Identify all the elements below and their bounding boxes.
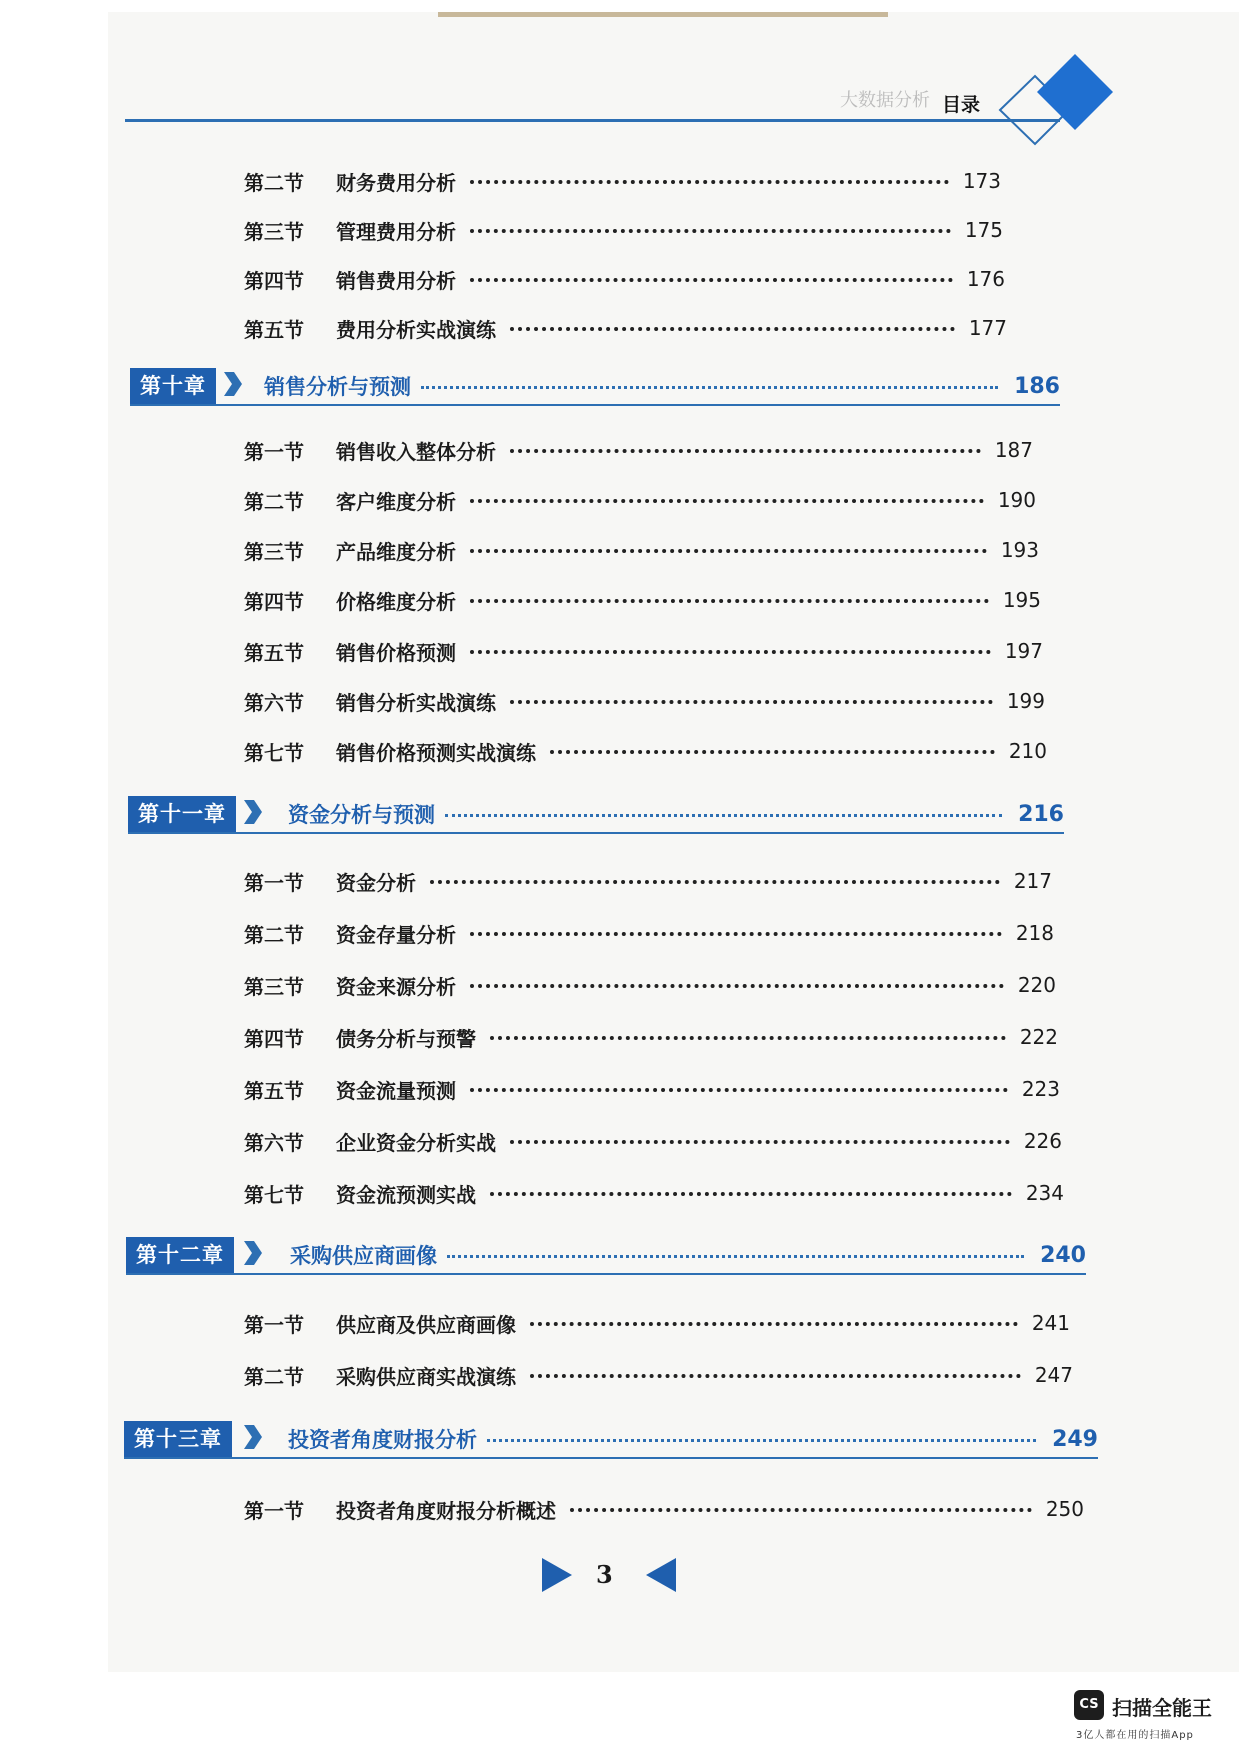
page-ref: 190: [997, 488, 1036, 512]
chapter-title: 资金分析与预测: [288, 803, 435, 827]
toc-entry[interactable]: [244, 1358, 1073, 1392]
header-bleed-text: 大数据分析: [840, 90, 930, 111]
section-number: 第五节: [244, 1078, 304, 1103]
toc-entry[interactable]: [244, 684, 1045, 718]
chapter-dot-leader: [421, 386, 998, 389]
chapter-page-ref: 186: [1014, 373, 1060, 399]
section-number: 第一节: [244, 870, 304, 895]
section-number: 第三节: [244, 974, 304, 999]
page-ref: 197: [1004, 639, 1043, 663]
toc-entry[interactable]: [244, 262, 1005, 296]
chapter-page-ref: 216: [1018, 801, 1064, 827]
section-title: 债务分析与预警: [336, 1026, 476, 1051]
section-number: 第五节: [244, 317, 304, 342]
chapter-row: [290, 1233, 1086, 1277]
section-number: 第四节: [244, 589, 304, 614]
dot-leader: [470, 278, 953, 282]
page-number: 3: [596, 1560, 613, 1589]
section-title: 费用分析实战演练: [336, 317, 496, 342]
page-ref: 177: [968, 316, 1007, 340]
section-number: 第二节: [244, 489, 304, 514]
section-title: 供应商及供应商画像: [336, 1312, 516, 1337]
dot-leader: [510, 700, 993, 704]
dot-leader: [470, 650, 991, 654]
section-number: 第六节: [244, 1130, 304, 1155]
toc-entry[interactable]: [244, 164, 1001, 198]
chapter-dot-leader: [487, 1439, 1036, 1442]
toc-entry[interactable]: [244, 1020, 1058, 1054]
chevron-right-icon: [222, 370, 244, 398]
toc-entry[interactable]: [244, 634, 1043, 668]
dot-leader: [550, 750, 995, 754]
page-ref: 218: [1015, 921, 1054, 945]
chapter-label: 第十一章: [128, 796, 236, 832]
page-ref: 175: [964, 218, 1003, 242]
section-title: 资金流量预测: [336, 1078, 456, 1103]
dot-leader: [470, 499, 984, 503]
section-number: 第二节: [244, 170, 304, 195]
section-number: 第四节: [244, 268, 304, 293]
section-title: 资金存量分析: [336, 922, 456, 947]
section-number: 第四节: [244, 1026, 304, 1051]
section-title: 财务费用分析: [336, 170, 456, 195]
dot-leader: [470, 180, 949, 184]
toc-entry[interactable]: [244, 1176, 1064, 1210]
toc-entry[interactable]: [244, 734, 1047, 768]
chapter-page-ref: 240: [1040, 1242, 1086, 1268]
page-ref: 217: [1013, 869, 1052, 893]
triangle-left-icon: [644, 1556, 678, 1594]
page-ref: 193: [1000, 538, 1039, 562]
header-rule: [125, 119, 1060, 122]
section-title: 投资者角度财报分析概述: [336, 1498, 556, 1523]
toc-entry[interactable]: [244, 533, 1039, 567]
chapter-row: [264, 364, 1060, 408]
section-title: 销售价格预测: [336, 640, 456, 665]
page-ref: 250: [1045, 1497, 1084, 1521]
toc-entry[interactable]: [244, 311, 1007, 345]
page-edge-strip: [438, 12, 888, 17]
page-ref: 187: [994, 438, 1033, 462]
chapter-dot-leader: [445, 814, 1002, 817]
triangle-right-icon: [540, 1556, 574, 1594]
section-title: 采购供应商实战演练: [336, 1364, 516, 1389]
chapter-heading[interactable]: [126, 1233, 1086, 1277]
toc-entry[interactable]: [244, 968, 1056, 1002]
dot-leader: [490, 1036, 1006, 1040]
toc-entry[interactable]: [244, 583, 1041, 617]
section-number: 第二节: [244, 1364, 304, 1389]
dot-leader: [470, 932, 1002, 936]
section-title: 销售价格预测实战演练: [336, 740, 536, 765]
page-ref: 195: [1002, 588, 1041, 612]
section-number: 第六节: [244, 690, 304, 715]
section-title: 价格维度分析: [336, 589, 456, 614]
chapter-heading[interactable]: [130, 364, 1060, 408]
page-ref: 226: [1023, 1129, 1062, 1153]
chevron-right-icon: [242, 798, 264, 826]
section-number: 第七节: [244, 740, 304, 765]
page-ref: 241: [1031, 1311, 1070, 1335]
chapter-label: 第十二章: [126, 1237, 234, 1273]
chapter-label: 第十三章: [124, 1421, 232, 1457]
toc-entry[interactable]: [244, 433, 1033, 467]
page-ref: 199: [1006, 689, 1045, 713]
chevron-right-icon: [242, 1239, 264, 1267]
page-ref: 223: [1021, 1077, 1060, 1101]
toc-entry[interactable]: [244, 864, 1052, 898]
section-title: 资金分析: [336, 870, 416, 895]
section-number: 第七节: [244, 1182, 304, 1207]
section-title: 资金来源分析: [336, 974, 456, 999]
diamond-decoration-icon: [995, 52, 1115, 156]
page-ref: 222: [1019, 1025, 1058, 1049]
chevron-right-icon: [242, 1423, 264, 1451]
page-ref: 176: [966, 267, 1005, 291]
chapter-title: 销售分析与预测: [264, 375, 411, 399]
dot-leader: [510, 449, 981, 453]
dot-leader: [530, 1322, 1018, 1326]
section-title: 销售收入整体分析: [336, 439, 496, 464]
header-title: 目录: [942, 94, 981, 116]
chapter-row: [288, 792, 1064, 836]
chapter-label: 第十章: [130, 368, 216, 404]
section-title: 企业资金分析实战: [336, 1130, 496, 1155]
dot-leader: [490, 1192, 1012, 1196]
chapter-row: [288, 1417, 1098, 1461]
page-ref: 173: [962, 169, 1001, 193]
page-ref: 210: [1008, 739, 1047, 763]
page-ref: 247: [1034, 1363, 1073, 1387]
scanner-logo-icon: CS: [1074, 1690, 1104, 1720]
page-ref: 234: [1025, 1181, 1064, 1205]
toc-entry[interactable]: [244, 213, 1003, 247]
dot-leader: [570, 1508, 1032, 1512]
dot-leader: [510, 1140, 1010, 1144]
dot-leader: [510, 327, 955, 331]
section-number: 第三节: [244, 539, 304, 564]
section-number: 第三节: [244, 219, 304, 244]
chapter-heading[interactable]: [128, 792, 1064, 836]
section-title: 客户维度分析: [336, 489, 456, 514]
toc-entry[interactable]: [244, 916, 1054, 950]
section-title: 资金流预测实战: [336, 1182, 476, 1207]
toc-entry[interactable]: [244, 483, 1036, 517]
scanner-app-name: 扫描全能王: [1112, 1696, 1212, 1720]
toc-entry[interactable]: [244, 1072, 1060, 1106]
section-number: 第一节: [244, 439, 304, 464]
scanner-watermark: [1074, 1686, 1224, 1746]
dot-leader: [470, 599, 989, 603]
page-ref: 220: [1017, 973, 1056, 997]
chapter-heading[interactable]: [124, 1417, 1098, 1461]
dot-leader: [470, 984, 1004, 988]
toc-entry[interactable]: [244, 1492, 1084, 1526]
section-title: 销售分析实战演练: [336, 690, 496, 715]
dot-leader: [430, 880, 1000, 884]
section-number: 第一节: [244, 1312, 304, 1337]
dot-leader: [470, 549, 987, 553]
chapter-title: 采购供应商画像: [290, 1244, 437, 1268]
dot-leader: [470, 1088, 1008, 1092]
chapter-page-ref: 249: [1052, 1426, 1098, 1452]
section-title: 销售费用分析: [336, 268, 456, 293]
section-number: 第一节: [244, 1498, 304, 1523]
toc-entry[interactable]: [244, 1124, 1062, 1158]
chapter-dot-leader: [447, 1255, 1024, 1258]
section-title: 产品维度分析: [336, 539, 456, 564]
dot-leader: [470, 229, 951, 233]
dot-leader: [530, 1374, 1021, 1378]
toc-entry[interactable]: [244, 1306, 1070, 1340]
section-number: 第五节: [244, 640, 304, 665]
chapter-title: 投资者角度财报分析: [288, 1428, 477, 1452]
section-number: 第二节: [244, 922, 304, 947]
scanner-tagline: 3亿人都在用的扫描App: [1076, 1730, 1194, 1741]
section-title: 管理费用分析: [336, 219, 456, 244]
